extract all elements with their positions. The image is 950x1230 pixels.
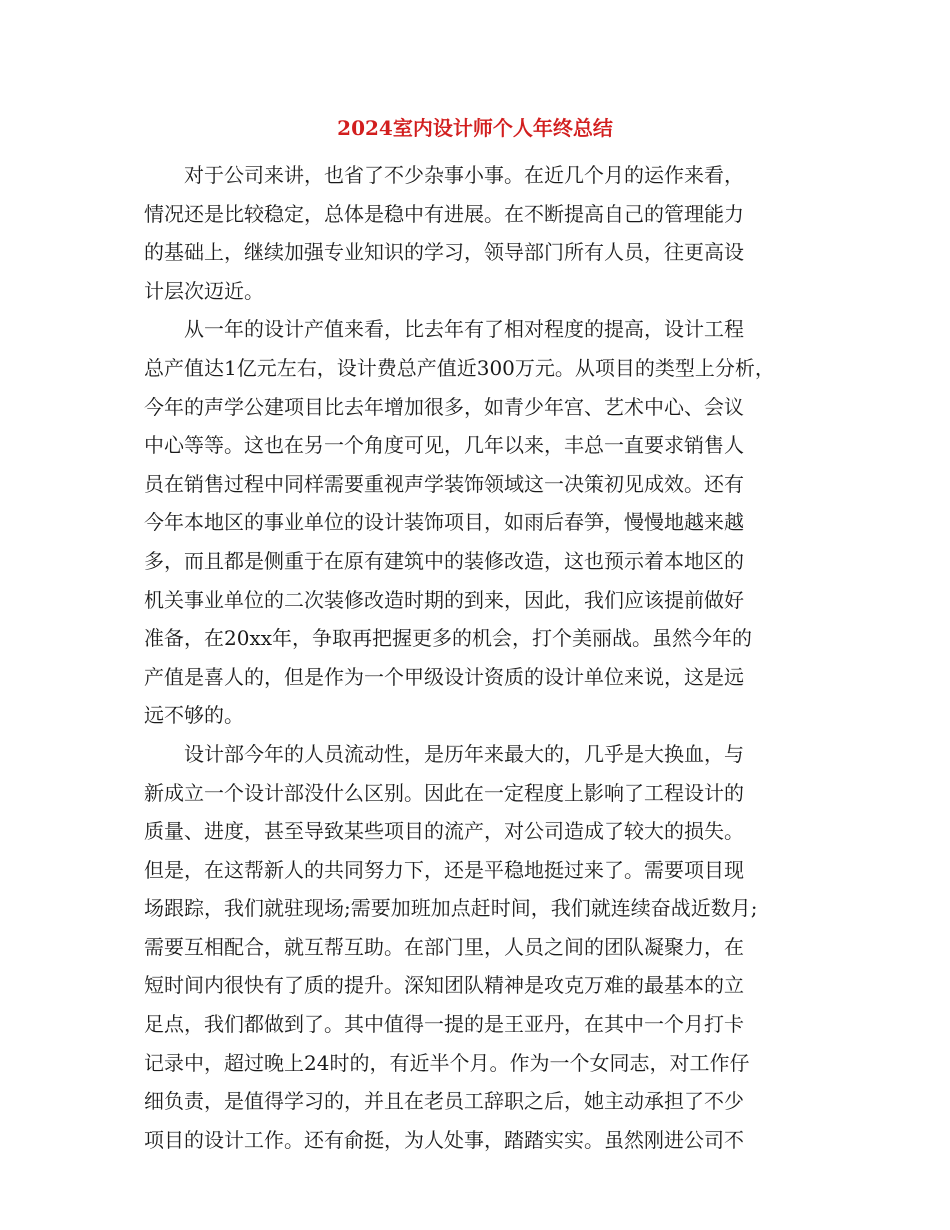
document-title: 2024室内设计师个人年终总结 [337,116,613,140]
paragraph-2-line-5: 员在销售过程中同样需要重视声学装饰领域这一决策初见成效。还有 [144,471,744,496]
paragraph-2-line-9: 准备，在20xx年，争取再把握更多的机会，打个美丽战。虽然今年的 [144,626,753,651]
document-body [144,156,824,1159]
paragraph-3-line-5: 场跟踪，我们就驻现场;需要加班加点赶时间，我们就连续奋战近数月; [144,896,758,921]
paragraph-3-line-8: 足点，我们都做到了。其中值得一提的是王亚丹，在其中一个月打卡 [144,1012,744,1037]
paragraph-3-line-2: 新成立一个设计部没什么区别。因此在一定程度上影响了工程设计的 [144,780,744,805]
paragraph-1-line-1: 对于公司来讲，也省了不少杂事小事。在近几个月的运作来看， [184,163,744,187]
paragraph-2-line-10: 产值是喜人的，但是作为一个甲级设计资质的设计单位来说，这是远 [144,664,744,689]
paragraph-3-line-7: 短时间内很快有了质的提升。深知团队精神是攻克万难的最基本的立 [144,973,744,998]
paragraph-1-line-4: 计层次迈近。 [144,278,264,303]
paragraph-2-line-2: 总产值达1亿元左右，设计费总产值近300万元。从项目的类型上分析， [144,355,775,380]
paragraph-2-line-6: 今年本地区的事业单位的设计装饰项目，如雨后春笋，慢慢地越来越 [144,510,744,535]
paragraph-1-line-2: 情况还是比较稳定，总体是稳中有进展。在不断提高自己的管理能力 [144,201,744,226]
paragraph-2-line-7: 多，而且都是侧重于在原有建筑中的装修改造，这也预示着本地区的 [144,548,744,573]
paragraph-3-line-4: 但是，在这帮新人的共同努力下，还是平稳地挺过来了。需要项目现 [144,857,744,882]
paragraph-3-line-11: 项目的设计工作。还有俞挺，为人处事，踏踏实实。虽然刚进公司不 [144,1127,744,1152]
paragraph-2-line-8: 机关事业单位的二次装修改造时期的到来，因此，我们应该提前做好 [144,587,744,612]
paragraph-3-line-6: 需要互相配合，就互帮互助。在部门里，人员之间的团队凝聚力，在 [144,934,744,959]
paragraph-2-line-11: 远不够的。 [144,703,244,728]
paragraph-3-line-3: 质量、进度，甚至导致某些项目的流产，对公司造成了较大的损失。 [144,819,744,844]
paragraph-3-line-10: 细负责，是值得学习的，并且在老员工辞职之后，她主动承担了不少 [144,1089,744,1114]
paragraph-2-line-3: 今年的声学公建项目比去年增加很多，如青少年宫、艺术中心、会议 [144,394,744,419]
paragraph-3-line-1: 设计部今年的人员流动性，是历年来最大的，几乎是大换血，与 [184,741,744,766]
paragraph-2-line-1: 从一年的设计产值来看，比去年有了相对程度的提高，设计工程 [184,317,744,342]
paragraph-3-line-9: 记录中，超过晚上24时的，有近半个月。作为一个女同志，对工作仔 [144,1050,750,1075]
paragraph-1-line-3: 的基础上，继续加强专业知识的学习，领导部门所有人员，往更高设 [144,240,744,265]
paragraph-2-line-4: 中心等等。这也在另一个角度可见，几年以来，丰总一直要求销售人 [144,433,744,458]
